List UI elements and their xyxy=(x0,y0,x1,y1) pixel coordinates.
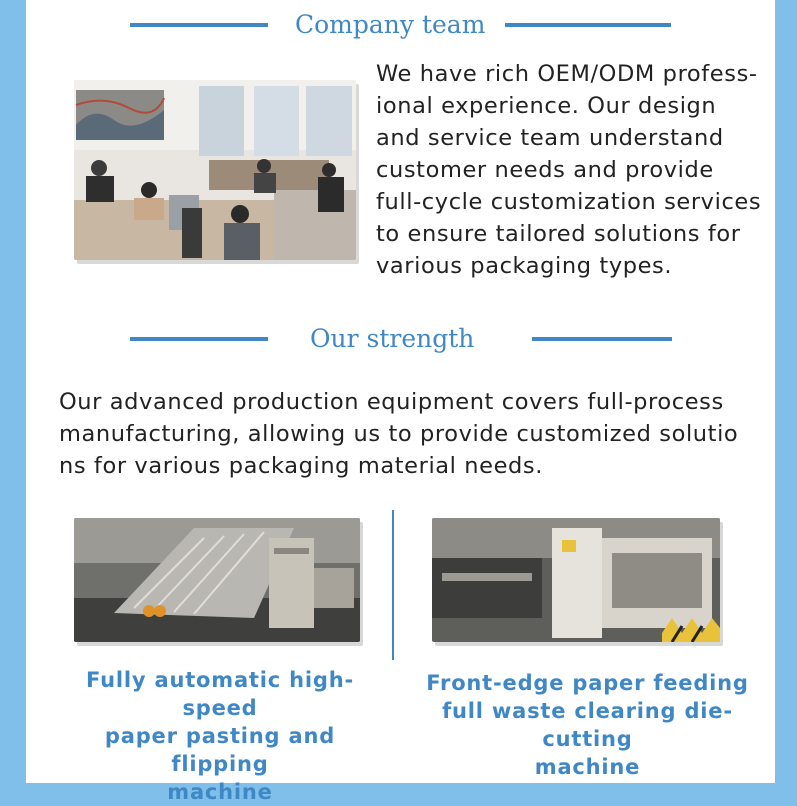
header-rule-right xyxy=(505,23,671,27)
header-rule-right xyxy=(532,337,672,341)
team-section-title: Company team xyxy=(295,10,486,39)
machines-divider xyxy=(392,510,394,660)
strength-description: Our advanced production equipment covers full-process manufacturing, allowing us to provide customized solutio ns for various packaging material needs. xyxy=(59,389,739,479)
team-description: We have rich OEM/ODM profess- ional experience. Our design and service team understand customer needs and provide full-cycle customization services to ensure tailored solutions for various packaging types. xyxy=(376,61,762,279)
pasting-machine-photo xyxy=(74,518,360,642)
team-office-photo xyxy=(74,80,356,260)
strength-section-title: Our strength xyxy=(310,324,475,353)
die-cutting-machine-caption: Front-edge paper feeding full waste clearing die-cutting machine xyxy=(426,671,749,779)
team-section-header xyxy=(0,10,797,40)
header-rule-left xyxy=(130,337,268,341)
die-cutting-machine-photo xyxy=(432,518,720,642)
strength-section-header xyxy=(0,324,797,354)
header-rule-left xyxy=(130,23,268,27)
pasting-machine-caption: Fully automatic high-speed paper pasting and flipping machine xyxy=(86,668,354,804)
